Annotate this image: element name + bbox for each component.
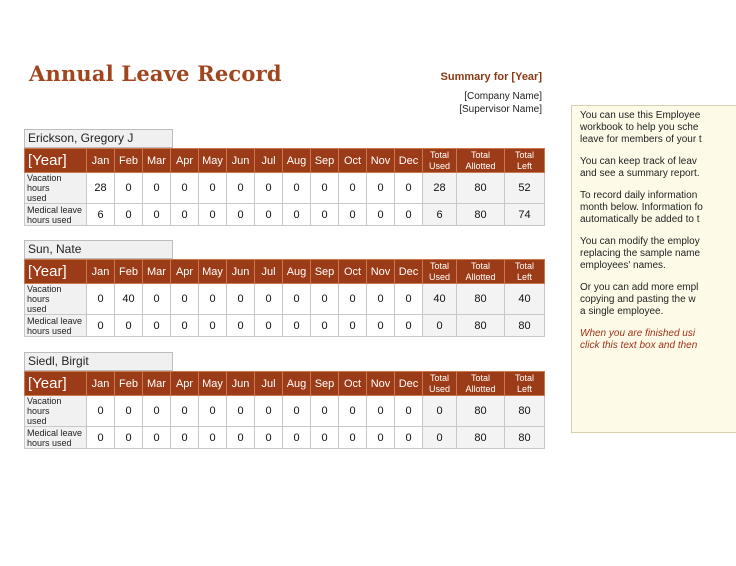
help-paragraph: You can modify the employ replacing the sample name employees' names. <box>580 236 701 271</box>
month-hours-cell[interactable]: 0 <box>255 204 283 226</box>
month-header: Dec <box>395 372 423 396</box>
month-header: Mar <box>143 260 171 284</box>
total-used-cell[interactable]: 28 <box>423 173 457 204</box>
month-hours-cell[interactable]: 0 <box>143 173 171 204</box>
total-used-header: Total Used <box>423 149 457 173</box>
total-left-cell[interactable]: 80 <box>505 396 545 427</box>
month-hours-cell[interactable]: 0 <box>199 427 227 449</box>
month-hours-cell[interactable]: 0 <box>367 315 395 337</box>
month-hours-cell[interactable]: 0 <box>339 284 367 315</box>
month-hours-cell[interactable]: 0 <box>311 173 339 204</box>
help-paragraph: You can keep track of leav and see a summary report. <box>580 156 700 179</box>
page-title: Annual Leave Record <box>29 61 282 86</box>
month-header: Nov <box>367 372 395 396</box>
month-hours-cell[interactable]: 0 <box>283 173 311 204</box>
total-left-header: Total Left <box>505 149 545 173</box>
month-header: Aug <box>283 149 311 173</box>
summary-for-label[interactable]: Summary for [Year] <box>440 71 542 83</box>
month-hours-cell[interactable]: 0 <box>311 396 339 427</box>
month-hours-cell[interactable]: 0 <box>283 396 311 427</box>
month-header: Aug <box>283 260 311 284</box>
employee-leave-block <box>24 352 544 449</box>
employee-leave-block <box>24 129 544 226</box>
month-header: Feb <box>115 260 143 284</box>
month-hours-cell[interactable]: 0 <box>395 396 423 427</box>
month-header: Apr <box>171 149 199 173</box>
row-label: Vacation hours used <box>25 284 87 315</box>
month-header: May <box>199 372 227 396</box>
month-hours-cell[interactable]: 0 <box>115 204 143 226</box>
month-hours-cell[interactable]: 0 <box>115 396 143 427</box>
help-note: When you are finished usi click this text box and then <box>580 328 698 351</box>
supervisor-name[interactable]: [Supervisor Name] <box>459 104 542 115</box>
month-hours-cell[interactable]: 0 <box>199 284 227 315</box>
month-hours-cell[interactable]: 0 <box>311 315 339 337</box>
month-header: Mar <box>143 149 171 173</box>
month-hours-cell[interactable]: 0 <box>171 427 199 449</box>
month-hours-cell[interactable]: 0 <box>171 284 199 315</box>
table-header-row <box>25 372 545 396</box>
month-hours-cell[interactable]: 0 <box>255 396 283 427</box>
month-hours-cell[interactable]: 0 <box>143 204 171 226</box>
medical-row <box>25 204 545 226</box>
leave-table <box>24 148 545 226</box>
month-hours-cell[interactable]: 0 <box>283 284 311 315</box>
total-used-header: Total Used <box>423 260 457 284</box>
month-header: Nov <box>367 260 395 284</box>
total-left-cell[interactable]: 80 <box>505 315 545 337</box>
employee-name-cell[interactable]: Sun, Nate <box>24 240 173 259</box>
total-left-cell[interactable]: 74 <box>505 204 545 226</box>
month-hours-cell[interactable]: 0 <box>283 204 311 226</box>
month-header: Jan <box>87 372 115 396</box>
total-allotted-header: Total Allotted <box>457 260 505 284</box>
month-header: Jun <box>227 372 255 396</box>
month-hours-cell[interactable]: 0 <box>255 427 283 449</box>
month-hours-cell[interactable]: 0 <box>115 315 143 337</box>
month-hours-cell[interactable]: 0 <box>227 427 255 449</box>
month-hours-cell[interactable]: 0 <box>227 173 255 204</box>
month-hours-cell[interactable]: 0 <box>339 204 367 226</box>
month-hours-cell[interactable]: 0 <box>87 396 115 427</box>
total-allotted-cell[interactable]: 80 <box>457 427 505 449</box>
month-header: Jul <box>255 372 283 396</box>
company-name[interactable]: [Company Name] <box>464 91 542 102</box>
leave-table <box>24 371 545 449</box>
help-text-box[interactable] <box>571 105 736 433</box>
month-hours-cell[interactable]: 0 <box>339 173 367 204</box>
leave-table <box>24 259 545 337</box>
help-paragraph: Or you can add more empl copying and pasting the w a single employee. <box>580 282 699 317</box>
vacation-row <box>25 396 545 427</box>
total-used-header: Total Used <box>423 372 457 396</box>
medical-row <box>25 427 545 449</box>
month-header: Dec <box>395 260 423 284</box>
month-header: Apr <box>171 372 199 396</box>
month-hours-cell[interactable]: 0 <box>199 396 227 427</box>
row-label: Vacation hours used <box>25 396 87 427</box>
month-hours-cell[interactable]: 0 <box>87 284 115 315</box>
row-label: Vacation hours used <box>25 173 87 204</box>
employee-name-cell[interactable]: Siedl, Birgit <box>24 352 173 371</box>
month-header: Aug <box>283 372 311 396</box>
month-hours-cell[interactable]: 0 <box>339 396 367 427</box>
month-hours-cell[interactable]: 0 <box>367 427 395 449</box>
month-hours-cell[interactable]: 0 <box>227 284 255 315</box>
month-header: Apr <box>171 260 199 284</box>
month-header: Feb <box>115 372 143 396</box>
month-hours-cell[interactable]: 0 <box>367 173 395 204</box>
row-label: Medical leave hours used <box>25 315 87 337</box>
year-header[interactable]: [Year] <box>25 149 87 173</box>
month-header: Jun <box>227 260 255 284</box>
month-hours-cell[interactable]: 0 <box>115 427 143 449</box>
month-header: Oct <box>339 260 367 284</box>
month-hours-cell[interactable]: 0 <box>255 284 283 315</box>
month-header: Nov <box>367 149 395 173</box>
month-hours-cell[interactable]: 0 <box>395 173 423 204</box>
year-header[interactable]: [Year] <box>25 372 87 396</box>
month-header: May <box>199 149 227 173</box>
month-hours-cell[interactable]: 0 <box>115 173 143 204</box>
employee-leave-block <box>24 240 544 337</box>
month-hours-cell[interactable]: 0 <box>255 315 283 337</box>
month-hours-cell[interactable]: 0 <box>143 315 171 337</box>
month-hours-cell[interactable]: 0 <box>143 396 171 427</box>
month-hours-cell[interactable]: 0 <box>283 315 311 337</box>
row-label: Medical leave hours used <box>25 427 87 449</box>
total-used-cell[interactable]: 6 <box>423 204 457 226</box>
month-hours-cell[interactable]: 0 <box>171 173 199 204</box>
month-hours-cell[interactable]: 0 <box>339 427 367 449</box>
total-left-cell[interactable]: 80 <box>505 427 545 449</box>
total-used-cell[interactable]: 0 <box>423 315 457 337</box>
total-allotted-cell[interactable]: 80 <box>457 284 505 315</box>
year-header[interactable]: [Year] <box>25 260 87 284</box>
vacation-row <box>25 173 545 204</box>
month-hours-cell[interactable]: 0 <box>395 315 423 337</box>
total-left-cell[interactable]: 52 <box>505 173 545 204</box>
month-header: Sep <box>311 149 339 173</box>
month-hours-cell[interactable]: 0 <box>367 204 395 226</box>
month-hours-cell[interactable]: 0 <box>171 204 199 226</box>
month-hours-cell[interactable]: 0 <box>87 315 115 337</box>
table-header-row <box>25 149 545 173</box>
month-header: Feb <box>115 149 143 173</box>
month-hours-cell[interactable]: 0 <box>395 427 423 449</box>
month-hours-cell[interactable]: 0 <box>367 284 395 315</box>
month-header: Sep <box>311 260 339 284</box>
medical-row <box>25 315 545 337</box>
month-hours-cell[interactable]: 0 <box>283 427 311 449</box>
month-hours-cell[interactable]: 0 <box>339 315 367 337</box>
month-hours-cell[interactable]: 0 <box>395 204 423 226</box>
month-header: Mar <box>143 372 171 396</box>
month-hours-cell[interactable]: 0 <box>199 315 227 337</box>
month-hours-cell[interactable]: 0 <box>367 396 395 427</box>
total-left-header: Total Left <box>505 260 545 284</box>
month-hours-cell[interactable]: 0 <box>227 396 255 427</box>
month-hours-cell[interactable]: 0 <box>171 315 199 337</box>
total-left-cell[interactable]: 40 <box>505 284 545 315</box>
total-allotted-cell[interactable]: 80 <box>457 204 505 226</box>
total-allotted-cell[interactable]: 80 <box>457 396 505 427</box>
row-label: Medical leave hours used <box>25 204 87 226</box>
month-header: Dec <box>395 149 423 173</box>
month-hours-cell[interactable]: 0 <box>199 204 227 226</box>
total-used-cell[interactable]: 0 <box>423 396 457 427</box>
month-hours-cell[interactable]: 28 <box>87 173 115 204</box>
month-hours-cell[interactable]: 0 <box>255 173 283 204</box>
month-header: Jan <box>87 149 115 173</box>
month-hours-cell[interactable]: 0 <box>311 284 339 315</box>
month-header: Sep <box>311 372 339 396</box>
month-hours-cell[interactable]: 0 <box>227 315 255 337</box>
month-header: Jul <box>255 149 283 173</box>
total-used-cell[interactable]: 0 <box>423 427 457 449</box>
total-used-cell[interactable]: 40 <box>423 284 457 315</box>
month-header: Jul <box>255 260 283 284</box>
employee-name-cell[interactable]: Erickson, Gregory J <box>24 129 173 148</box>
month-header: Oct <box>339 149 367 173</box>
vacation-row <box>25 284 545 315</box>
month-hours-cell[interactable]: 0 <box>87 427 115 449</box>
total-left-header: Total Left <box>505 372 545 396</box>
month-hours-cell[interactable]: 40 <box>115 284 143 315</box>
month-hours-cell[interactable]: 6 <box>87 204 115 226</box>
total-allotted-cell[interactable]: 80 <box>457 173 505 204</box>
month-hours-cell[interactable]: 0 <box>199 173 227 204</box>
total-allotted-header: Total Allotted <box>457 149 505 173</box>
month-hours-cell[interactable]: 0 <box>143 427 171 449</box>
month-hours-cell[interactable]: 0 <box>227 204 255 226</box>
table-header-row <box>25 260 545 284</box>
help-paragraph: You can use this Employee workbook to help you sche leave for members of your t <box>580 110 702 145</box>
month-header: Jun <box>227 149 255 173</box>
total-allotted-cell[interactable]: 80 <box>457 315 505 337</box>
month-hours-cell[interactable]: 0 <box>395 284 423 315</box>
total-allotted-header: Total Allotted <box>457 372 505 396</box>
month-hours-cell[interactable]: 0 <box>171 396 199 427</box>
month-header: Oct <box>339 372 367 396</box>
month-hours-cell[interactable]: 0 <box>311 427 339 449</box>
help-paragraph: To record daily information month below. Information fo automatically be added to t <box>580 190 703 225</box>
month-header: May <box>199 260 227 284</box>
month-hours-cell[interactable]: 0 <box>143 284 171 315</box>
month-header: Jan <box>87 260 115 284</box>
month-hours-cell[interactable]: 0 <box>311 204 339 226</box>
